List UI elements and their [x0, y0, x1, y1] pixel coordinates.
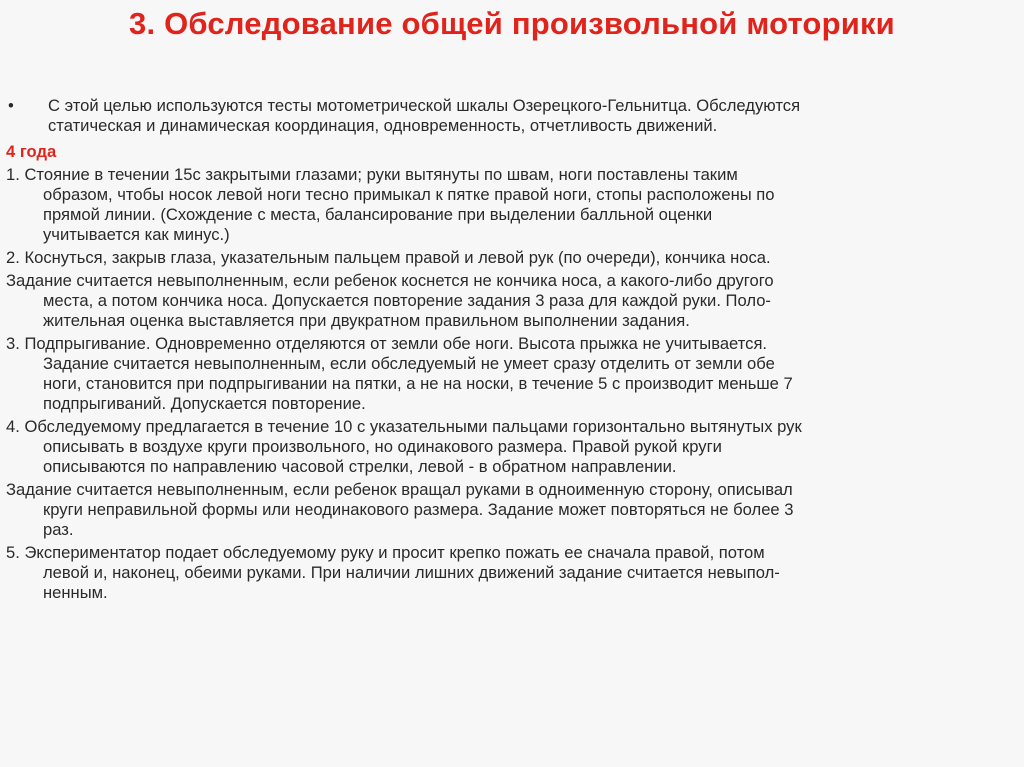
item-line: учитывается как минус.)	[43, 225, 230, 244]
item-2	[6, 248, 1012, 268]
item-line: 4. Обследуемому предлагается в течение 10 с указательными пальцами горизонтально вытянутых рук	[6, 417, 802, 436]
item-line: круги неправильной формы или неодинакового размера. Задание может повторяться не более 3	[43, 500, 794, 519]
item-line: места, а потом кончика носа. Допускается повторение задания 3 раза для каждой руки. Поло-	[43, 291, 771, 310]
item-line: описываются по направлению часовой стрелки, левой - в обратном направлении.	[43, 457, 677, 476]
item-3	[6, 334, 1012, 414]
age-label: 4 года	[6, 142, 57, 161]
slide-title: 3. Обследование общей произвольной моторики	[129, 6, 895, 41]
item-line: жительная оценка выставляется при двукратном правильном выполнении задания.	[43, 311, 690, 330]
item-line: раз.	[43, 520, 74, 539]
item-line: ненным.	[43, 583, 108, 602]
item-line: подпрыгиваний. Допускается повторение.	[43, 394, 366, 413]
bullet-icon: •	[8, 96, 14, 115]
intro-line: статическая и динамическая координация, одновременность, отчетливость движений.	[48, 116, 718, 135]
item-line: 5. Экспериментатор подает обследуемому руку и просит крепко пожать ее сначала правой, потом	[6, 543, 765, 562]
item-line: Задание считается невыполненным, если ребенок коснется не кончика носа, а какого-либо другого	[6, 271, 774, 290]
item-line: ноги, становится при подпрыгивании на пятки, а не на носки, в течение 5 с производит меньше 7	[43, 374, 793, 393]
item-4-note	[6, 480, 1012, 540]
intro-bullet	[6, 96, 1012, 136]
item-line: описывать в воздухе круги произвольного, но одинакового размера. Правой рукой круги	[43, 437, 722, 456]
item-5	[6, 543, 1012, 603]
item-line: 3. Подпрыгивание. Одновременно отделяются от земли обе ноги. Высота прыжка не учитывается.	[6, 334, 768, 353]
slide-body	[6, 96, 1012, 606]
item-line: левой и, наконец, обеими руками. При наличии лишних движений задание считается невыпол-	[43, 563, 780, 582]
item-4	[6, 417, 1012, 477]
item-line: Задание считается невыполненным, если обследуемый не умеет сразу отделить от земли обе	[43, 354, 775, 373]
item-line: 2. Коснуться, закрыв глаза, указательным пальцем правой и левой рук (по очереди), кончика носа.	[6, 248, 771, 267]
intro-line: С этой целью используются тесты мотометрической шкалы Озерецкого-Гельнитца. Обследуются	[48, 96, 801, 115]
item-line: прямой линии. (Схождение с места, балансирование при выделении балльной оценки	[43, 205, 713, 224]
item-line: 1. Стояние в течении 15с закрытыми глазами; руки вытянуты по швам, ноги поставлены таким	[6, 165, 738, 184]
item-1	[6, 165, 1012, 245]
item-line: Задание считается невыполненным, если ребенок вращал руками в одноименную сторону, описывал	[6, 480, 793, 499]
item-line: образом, чтобы носок левой ноги тесно примыкал к пятке правой ноги, стопы расположены по	[43, 185, 775, 204]
item-2-note	[6, 271, 1012, 331]
